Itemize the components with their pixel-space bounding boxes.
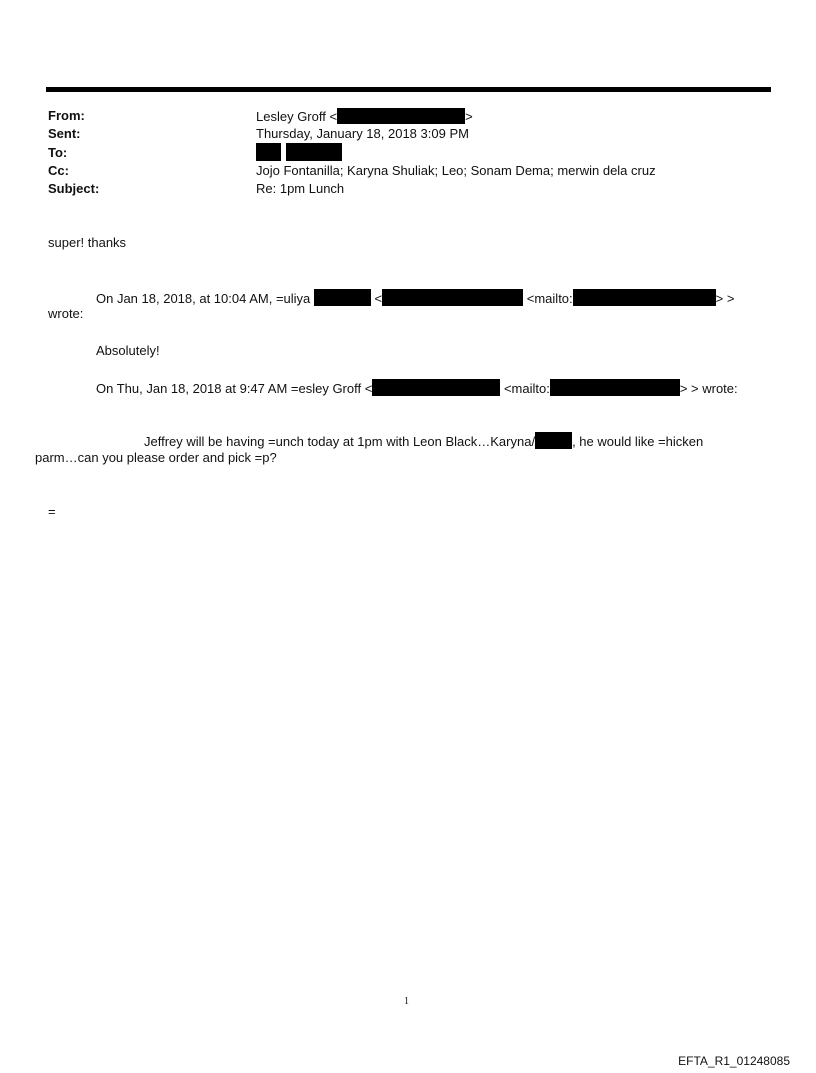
quote2-line1-end: , he would like =hicken — [572, 434, 704, 449]
cc-label: Cc: — [48, 163, 69, 178]
subject-label: Subject: — [48, 181, 100, 196]
quote2-header — [96, 379, 738, 397]
quote2-line1-text: Jeffrey will be having =unch today at 1pm with Leon Black…Karyna/ — [144, 434, 536, 449]
redaction-box — [256, 143, 281, 161]
redaction-box — [535, 432, 572, 449]
sent-label: Sent: — [48, 126, 81, 141]
quote2-line1 — [144, 432, 703, 450]
quote1-open: < — [374, 291, 383, 306]
redaction-box — [314, 289, 371, 306]
quote2-line2: parm…can you please order and pick =p? — [35, 450, 277, 465]
quote1-header — [96, 289, 734, 307]
header-rule — [46, 87, 771, 92]
redaction-box — [573, 289, 716, 306]
quote1-text: Absolutely! — [96, 343, 160, 358]
redaction-box — [382, 289, 523, 306]
page-number: 1 — [404, 996, 409, 1007]
from-value — [256, 108, 473, 125]
from-name: Lesley Groff < — [256, 109, 338, 124]
cc-value: Jojo Fontanilla; Karyna Shuliak; Leo; Sonam Dema; merwin dela cruz — [256, 163, 656, 178]
reply-text: super! thanks — [48, 235, 127, 250]
from-close: > — [465, 109, 473, 124]
to-label: To: — [48, 145, 68, 160]
to-value — [256, 143, 342, 162]
redaction-box — [372, 379, 500, 396]
quote1-date: On Jan 18, 2018, at 10:04 AM, =uliya — [96, 291, 311, 306]
redaction-box — [286, 143, 342, 161]
quote1-mailto: <mailto: — [526, 291, 573, 306]
subject-value: Re: 1pm Lunch — [256, 181, 345, 196]
redaction-box — [550, 379, 680, 396]
sent-value: Thursday, January 18, 2018 3:09 PM — [256, 126, 469, 141]
document-id: EFTA_R1_01248085 — [678, 1054, 790, 1068]
quote2-mailto: <mailto: — [503, 381, 550, 396]
quote2-date: On Thu, Jan 18, 2018 at 9:47 AM =esley Groff < — [96, 381, 373, 396]
from-label: From: — [48, 108, 85, 123]
quote1-close: > > — [715, 291, 735, 306]
quote2-close: > > wrote: — [679, 381, 738, 396]
redaction-box — [337, 108, 465, 124]
quote1-wrote: wrote: — [48, 306, 84, 321]
trailing-equals: = — [48, 504, 56, 519]
